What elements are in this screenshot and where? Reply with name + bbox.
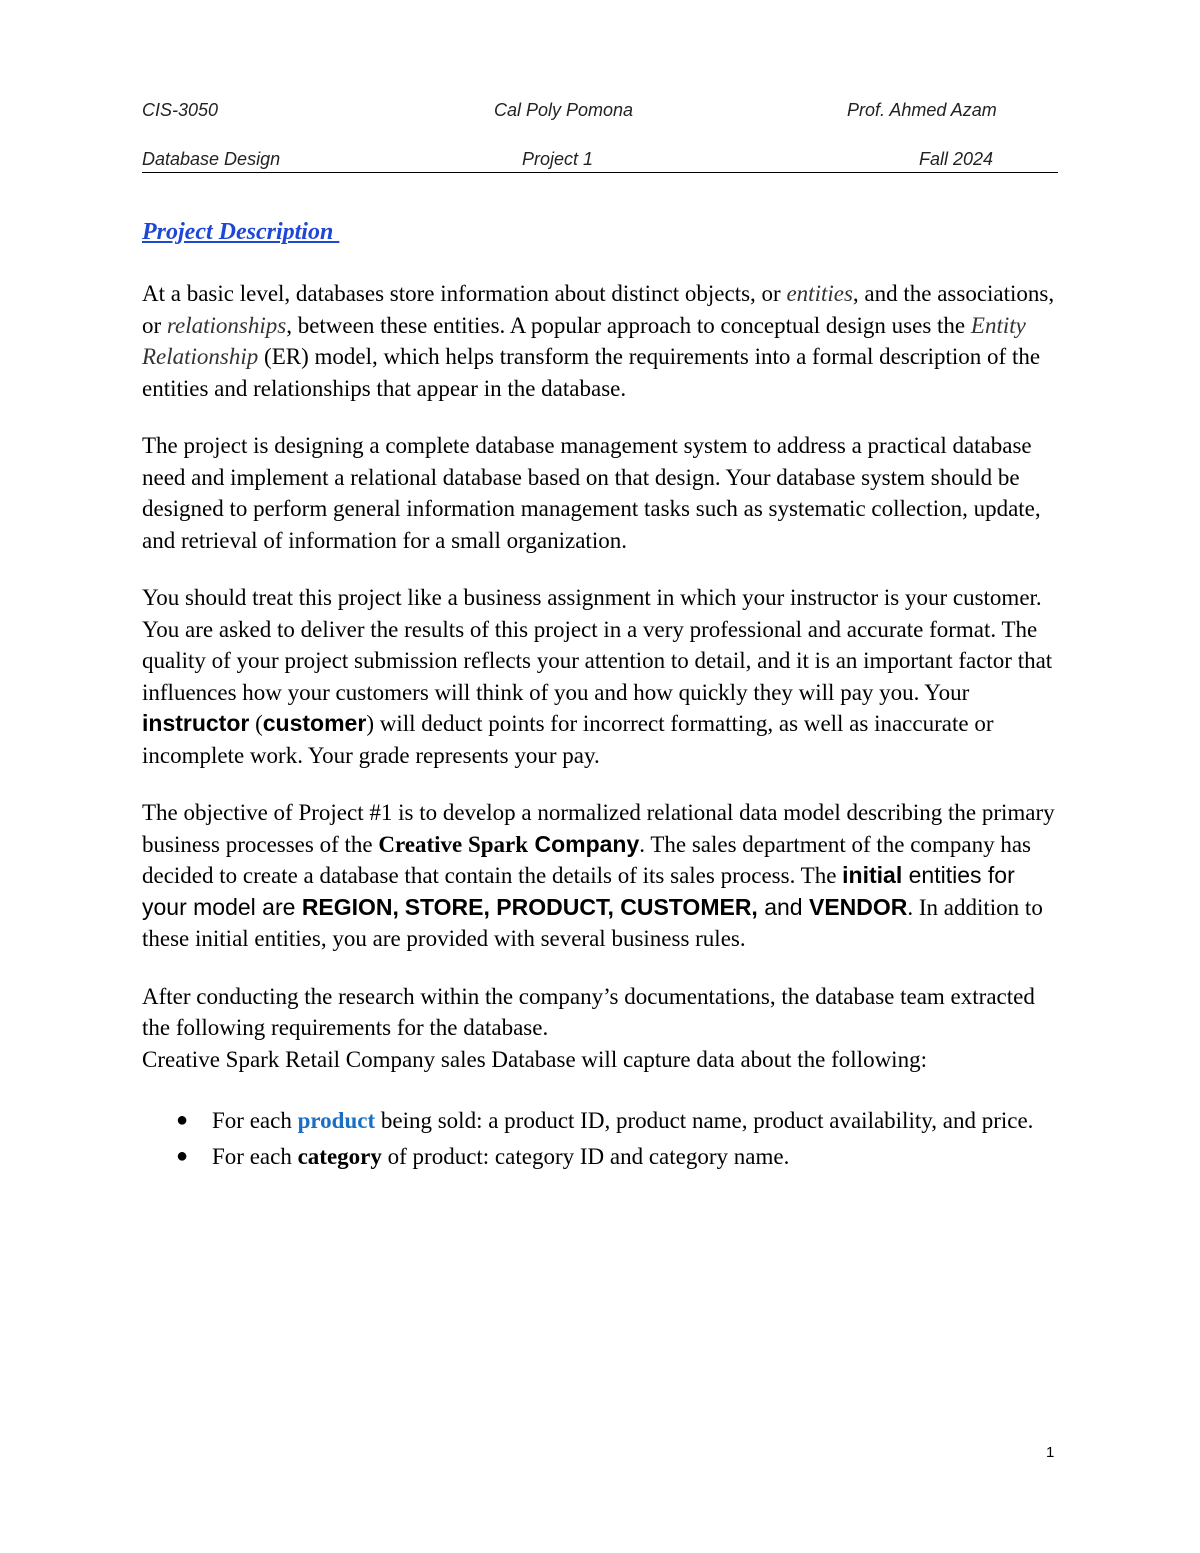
paragraph-project: The project is designing a complete database management system to address a practical database need and implement a relational database based on that design. Your database system should be designed to perform general information management tasks such as systematic collection, update, and retrieval of information for a small organization. <box>142 433 1041 553</box>
paragraph-objective: The objective of Project #1 is to develop a normalized relational data model describing the primary business processes of the Creative Spark Company. The sales department of the company has decided to create a database that contain the details of its sales process. The initial entities for your model are REGION, STORE, PRODUCT, CUSTOMER, and VENDOR. In addition to these initial entities, you are provided with several business rules. <box>142 800 1055 951</box>
word-customer: customer <box>262 710 367 736</box>
list-item: ● For each category of product: category ID and category name. <box>142 1141 1062 1173</box>
entity-vendor: VENDOR <box>808 893 908 920</box>
school-name: Cal Poly Pomona <box>494 100 634 120</box>
list-item: ● For each product being sold: a product ID, product name, product availability, and price. <box>142 1105 1062 1137</box>
requirements-list <box>142 1105 1062 1172</box>
paragraph-assignment: You should treat this project like a business assignment in which your instructor is your customer. You are asked to deliver the results of this project in a very professional and accurate format. The quality of your project submission reflects your attention to detail, and it is an important factor that influences how your customers will think of you and how quickly they will pay you. Your instructor (customer) will deduct points for incorrect formatting, as well as inaccurate or incomplete work. Your grade represents your pay. <box>142 585 1053 768</box>
page-number: 1 <box>1046 1444 1055 1461</box>
entity-region: REGION, <box>301 893 399 920</box>
document-body <box>142 278 1062 1176</box>
instructor-name: Prof. Ahmed Azam <box>847 100 997 120</box>
project-label: Project 1 <box>522 149 594 169</box>
word-category: category <box>297 1143 382 1169</box>
section-title: Project Description <box>142 219 340 245</box>
paragraph-research: After conducting the research within the company’s documentations, the database team extracted the following requirements for the database. <box>142 983 1035 1040</box>
term-relationships: relationships <box>166 312 287 338</box>
course-code: CIS-3050 <box>142 100 219 120</box>
term-entity-relationship: Entity Relationship <box>142 312 1026 369</box>
term-entities: entities <box>786 281 853 306</box>
paragraph-intro: At a basic level, databases store information about distinct objects, or entities, and the associations, or relationships, between these entities. A popular approach to conceptual design uses the Entity Relationship (ER) model, which helps transform the requirements into a formal description of the entities and relationships that appear in the database. <box>142 281 1055 401</box>
word-product: product <box>297 1108 376 1133</box>
word-initial: initial <box>842 862 903 888</box>
word-instructor: instructor <box>142 710 250 736</box>
subject-name: Database Design <box>142 149 281 169</box>
bullet-icon: ● <box>176 1109 189 1131</box>
company-name: Creative Spark <box>378 831 529 857</box>
bullet-icon: ● <box>176 1144 189 1167</box>
header-rule <box>142 172 1058 173</box>
header-row-2 <box>142 149 1058 173</box>
entity-list: STORE, PRODUCT, CUSTOMER, <box>404 893 758 920</box>
term-label: Fall 2024 <box>919 149 994 169</box>
paragraph-capture: Creative Spark Retail Company sales Database will capture data about the following: <box>142 1046 927 1072</box>
header-row-1 <box>142 100 1058 124</box>
